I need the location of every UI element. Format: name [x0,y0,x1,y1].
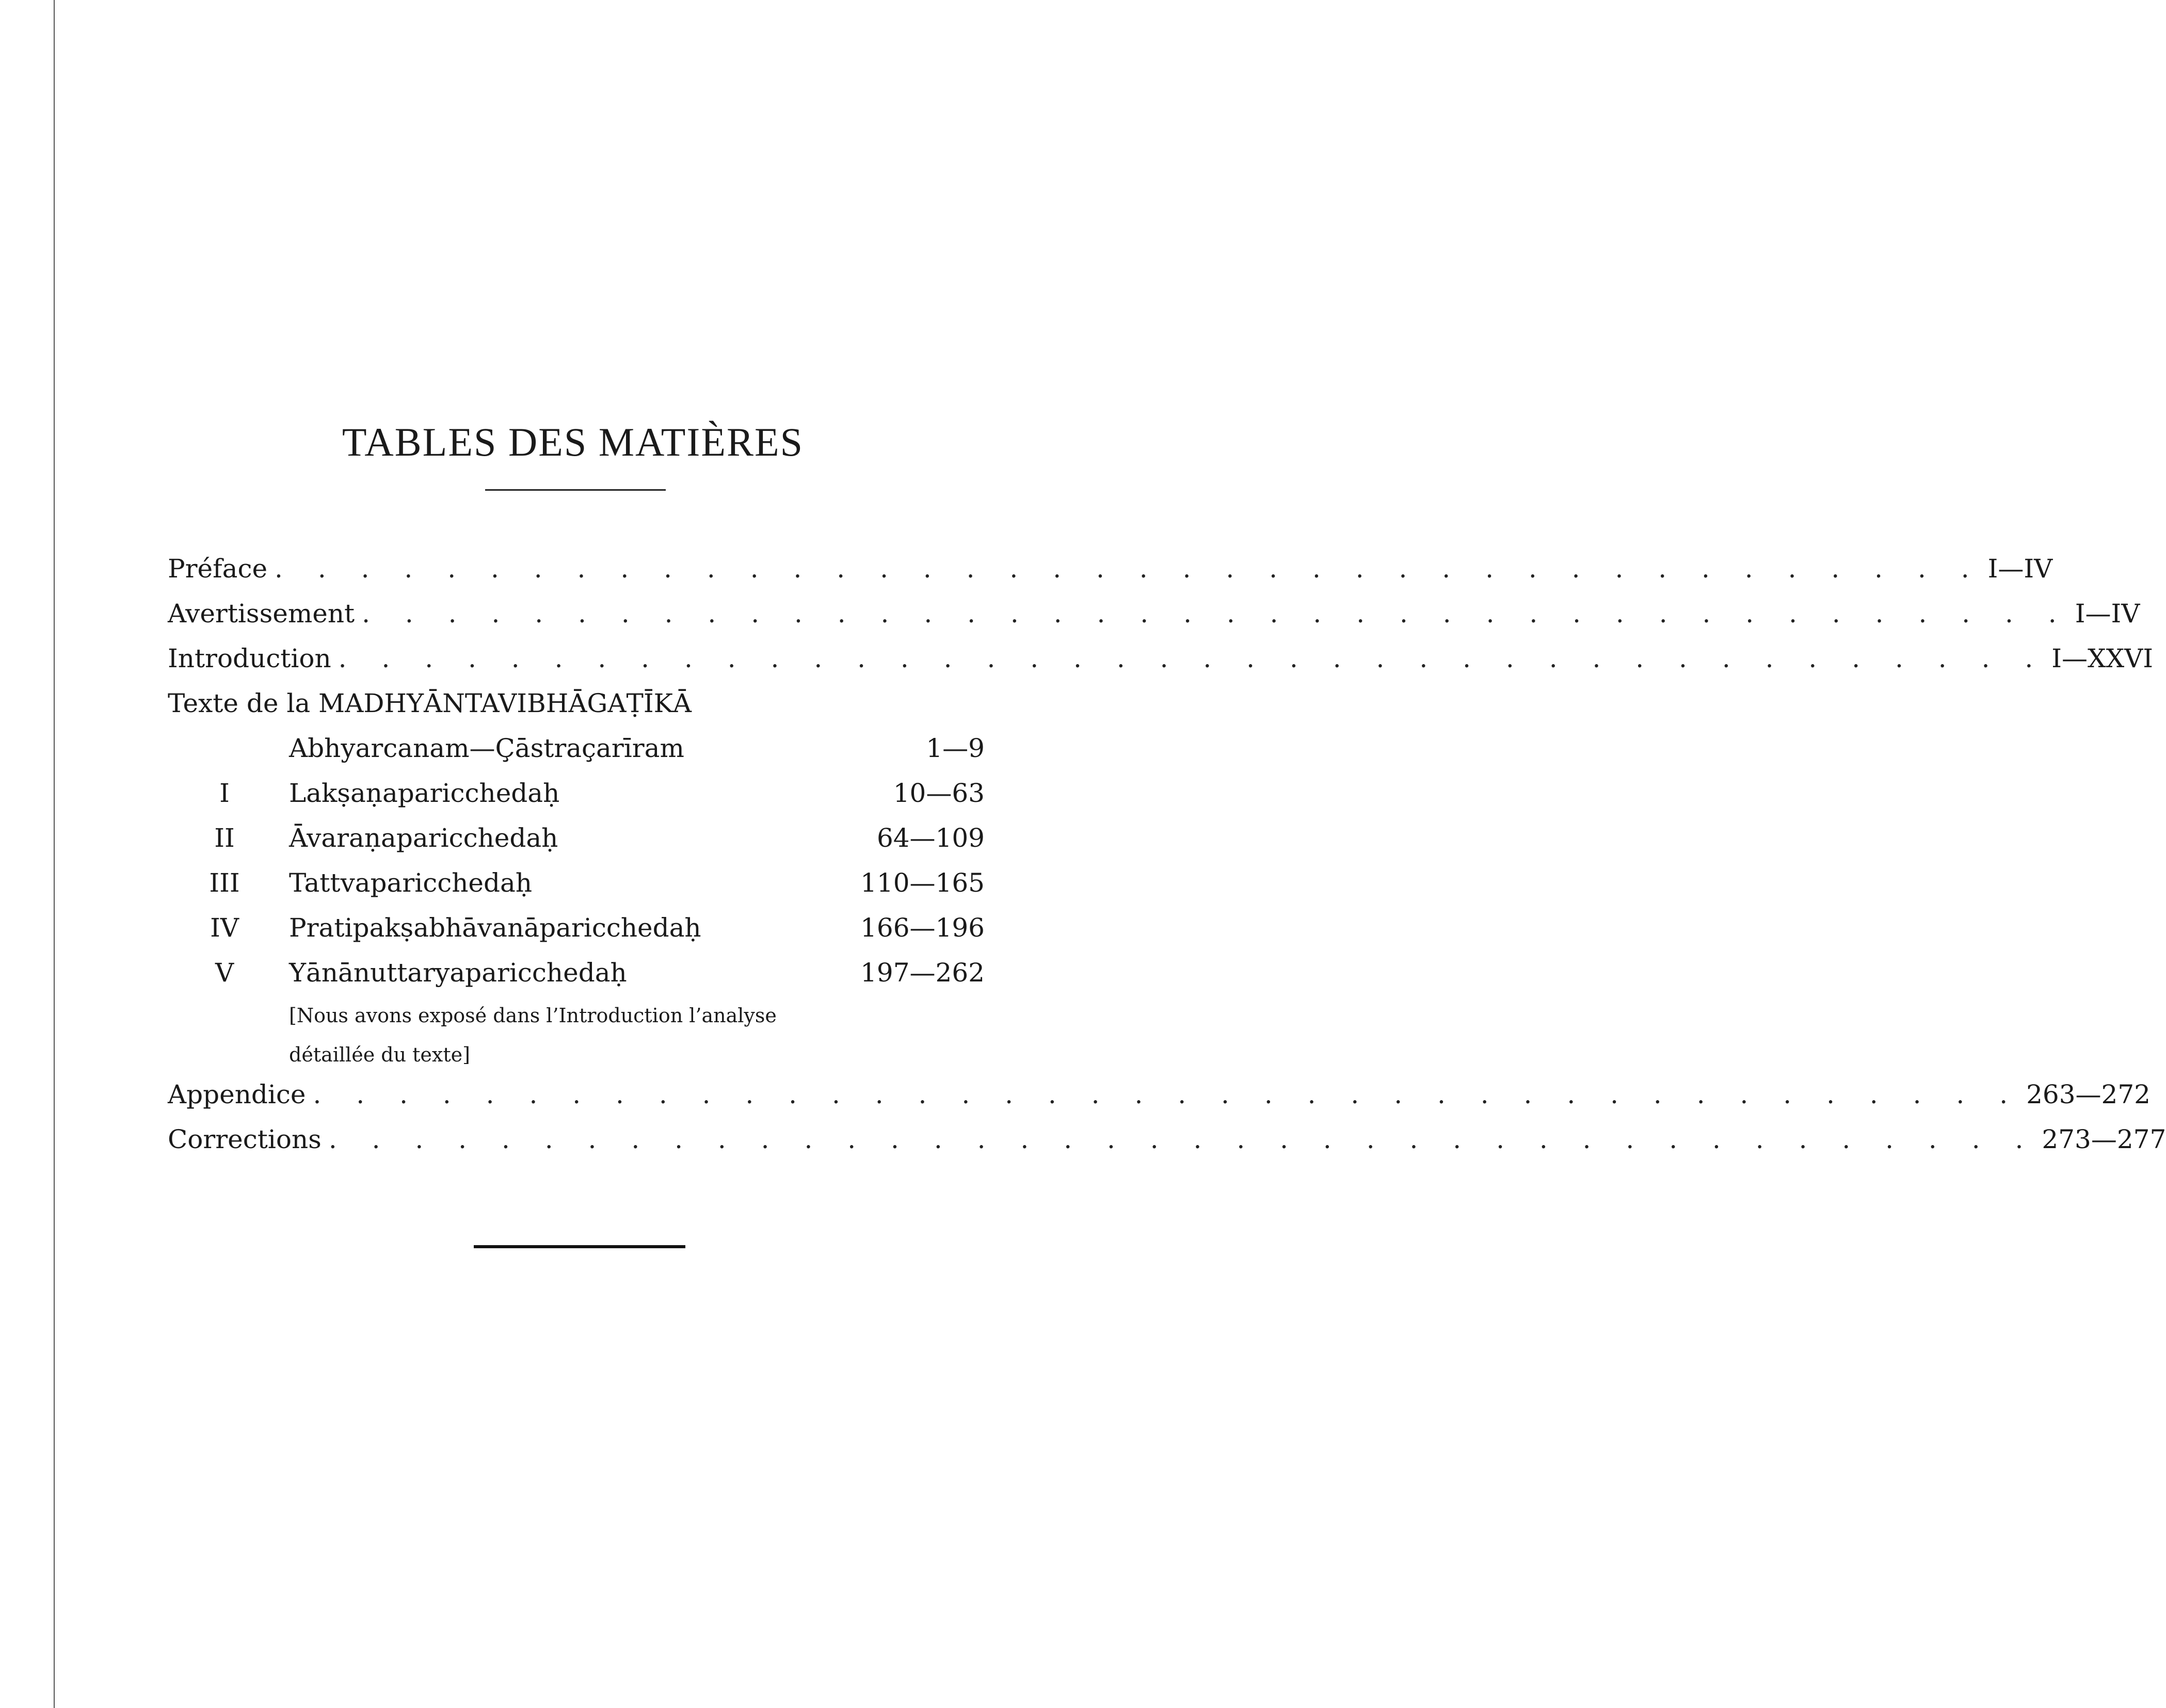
chapter-pages: 10—63 [893,778,985,808]
toc-chapter-1 [196,772,985,814]
entry-pages: 273—277 [2042,1124,2166,1154]
entry-pages: I—IV [1987,554,2053,584]
chapter-numeral: I [219,778,230,808]
entry-pages: I—XXVI [2051,643,2154,673]
chapter-numeral: II [214,823,235,853]
entry-label: Appendice [168,1079,306,1109]
entry-label: Introduction [168,643,331,673]
dot-leader: . . . . . . . . . . . . . . . . . . . . . . . . . . . . . . . . . . . . . . . . [313,1079,2021,1109]
page-spine-edge [54,0,55,1708]
chapter-label: Tattvaparicchedaḥ [289,868,533,898]
toc-entry-preface [168,548,2053,589]
chapter-pages: 197—262 [860,958,985,988]
entry-label: Préface [168,554,268,584]
chapter-label: Abhyarcanam—Çāstraçarīram [289,733,684,763]
chapter-label: Pratipakṣabhāvanāparicchedaḥ [289,913,701,943]
entry-label: Corrections [168,1124,322,1154]
dot-leader: . . . . . . . . . . . . . . . . . . . . . . . . . . . . . . . . . . . . . . . . [328,1124,2037,1154]
toc-section-heading-texte: Texte de la MADHYĀNTAVIBHĀGAṬĪKĀ [168,688,692,718]
toc-entry-introduction [168,638,2154,679]
toc-chapter-3 [196,862,985,904]
chapter-label: Lakṣaṇaparicchedaḥ [289,778,560,808]
dot-leader: . . . . . . . . . . . . . . . . . . . . . . . . . . . . . . . . . . . . . . . . [338,643,2047,673]
toc-chapter-2 [196,817,985,859]
chapter-label: Yānānuttaryaparicchedaḥ [289,958,627,988]
toc-chapter-4 [196,907,985,948]
toc-chapter-abhyarcanam [196,728,985,769]
chapter-numeral: V [215,958,234,988]
dot-leader: . . . . . . . . . . . . . . . . . . . . . . . . . . . . . . . . . . . . . . . . [362,599,2070,629]
toc-note-line-2: détaillée du texte] [289,1043,470,1066]
chapter-pages: 1—9 [926,733,985,763]
chapter-numeral: IV [210,913,239,943]
dot-leader: . . . . . . . . . . . . . . . . . . . . . . . . . . . . . . . . . . . . . . . . [275,554,1983,584]
chapter-pages: 166—196 [860,913,985,943]
chapter-pages: 110—165 [860,868,985,898]
chapter-numeral: III [209,868,240,898]
toc-chapter-5 [196,952,985,993]
closing-rule [474,1245,685,1248]
chapter-pages: 64—109 [876,823,985,853]
toc-note-line-1: [Nous avons exposé dans l’Introduction l’analyse [289,1004,777,1027]
toc-entry-appendice [168,1074,2151,1115]
toc-entry-avertissement [168,593,2140,634]
title-rule [485,489,666,491]
chapter-label: Āvaraṇaparicchedaḥ [289,823,558,853]
entry-pages: 263—272 [2026,1079,2151,1109]
toc-entry-corrections [168,1119,2166,1160]
entry-label: Avertissement [168,599,355,629]
page-title: TABLES DES MATIÈRES [342,420,804,465]
entry-pages: I—IV [2075,599,2140,629]
